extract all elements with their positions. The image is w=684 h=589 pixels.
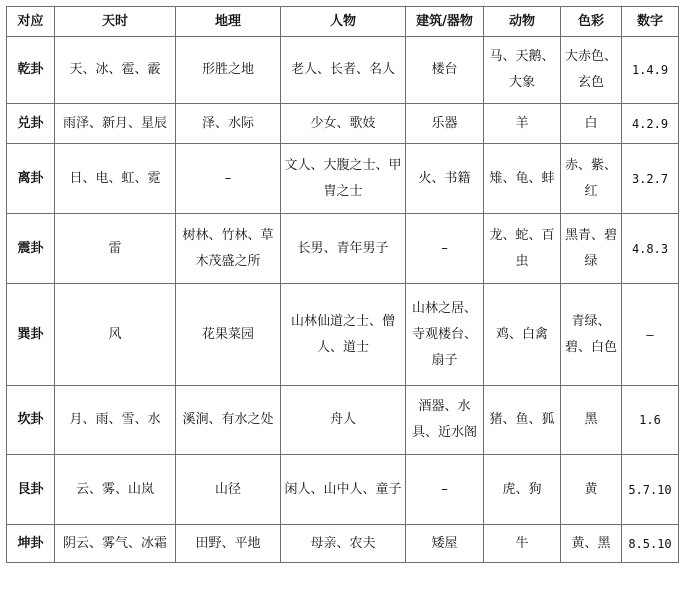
animal-cell: 羊 <box>484 104 561 144</box>
header-cell: 色彩 <box>561 7 622 37</box>
geography-cell: 泽、水际 <box>176 104 281 144</box>
color-cell: 黑 <box>561 386 622 455</box>
number-cell: 4.8.3 <box>622 214 679 284</box>
weather-cell: 阴云、雾气、冰霜 <box>55 525 176 563</box>
animal-cell: 虎、狗 <box>484 455 561 525</box>
trigram-name: 震卦 <box>7 214 55 284</box>
people-cell: 少女、歌妓 <box>281 104 406 144</box>
number-cell: 1.6 <box>622 386 679 455</box>
animal-cell: 马、天鹅、大象 <box>484 37 561 104</box>
table-row <box>7 525 679 563</box>
number-cell: 8.5.10 <box>622 525 679 563</box>
color-cell: 赤、紫、红 <box>561 144 622 214</box>
table-row <box>7 455 679 525</box>
color-cell: 黄、黑 <box>561 525 622 563</box>
color-cell: 黄 <box>561 455 622 525</box>
trigram-name: 巽卦 <box>7 284 55 386</box>
weather-cell: 天、冰、雹、霰 <box>55 37 176 104</box>
building-cell: 乐器 <box>406 104 484 144</box>
people-cell: 母亲、农夫 <box>281 525 406 563</box>
trigram-name: 乾卦 <box>7 37 55 104</box>
trigram-name: 兑卦 <box>7 104 55 144</box>
color-cell: 大赤色、玄色 <box>561 37 622 104</box>
building-cell: 火、书籍 <box>406 144 484 214</box>
header-row <box>7 7 679 37</box>
table-row <box>7 104 679 144</box>
people-cell: 山林仙道之士、僧人、道士 <box>281 284 406 386</box>
table-row <box>7 284 679 386</box>
animal-cell: 牛 <box>484 525 561 563</box>
header-cell: 建筑/器物 <box>406 7 484 37</box>
table-row <box>7 386 679 455</box>
building-cell: – <box>406 214 484 284</box>
geography-cell: 树林、竹林、草木茂盛之所 <box>176 214 281 284</box>
weather-cell: 日、电、虹、霓 <box>55 144 176 214</box>
weather-cell: 云、雾、山岚 <box>55 455 176 525</box>
number-cell: – <box>622 284 679 386</box>
trigram-correspondence-table <box>6 6 679 563</box>
animal-cell: 龙、蛇、百虫 <box>484 214 561 284</box>
number-cell: 4.2.9 <box>622 104 679 144</box>
header-cell: 人物 <box>281 7 406 37</box>
building-cell: 酒器、水具、近水阁 <box>406 386 484 455</box>
trigram-name: 坎卦 <box>7 386 55 455</box>
number-cell: 3.2.7 <box>622 144 679 214</box>
header-cell: 对应 <box>7 7 55 37</box>
weather-cell: 风 <box>55 284 176 386</box>
people-cell: 舟人 <box>281 386 406 455</box>
number-cell: 1.4.9 <box>622 37 679 104</box>
people-cell: 长男、青年男子 <box>281 214 406 284</box>
weather-cell: 雷 <box>55 214 176 284</box>
animal-cell: 雉、龟、蚌 <box>484 144 561 214</box>
building-cell: – <box>406 455 484 525</box>
table-row <box>7 37 679 104</box>
weather-cell: 雨泽、新月、星辰 <box>55 104 176 144</box>
people-cell: 文人、大腹之士、甲胄之士 <box>281 144 406 214</box>
people-cell: 老人、长者、名人 <box>281 37 406 104</box>
table-row <box>7 144 679 214</box>
animal-cell: 鸡、白禽 <box>484 284 561 386</box>
color-cell: 白 <box>561 104 622 144</box>
table-row <box>7 214 679 284</box>
building-cell: 楼台 <box>406 37 484 104</box>
people-cell: 闲人、山中人、童子 <box>281 455 406 525</box>
geography-cell: 山径 <box>176 455 281 525</box>
geography-cell: 田野、平地 <box>176 525 281 563</box>
header-cell: 地理 <box>176 7 281 37</box>
geography-cell: – <box>176 144 281 214</box>
color-cell: 青绿、碧、白色 <box>561 284 622 386</box>
trigram-name: 艮卦 <box>7 455 55 525</box>
geography-cell: 花果菜园 <box>176 284 281 386</box>
header-cell: 动物 <box>484 7 561 37</box>
geography-cell: 溪涧、有水之处 <box>176 386 281 455</box>
trigram-name: 坤卦 <box>7 525 55 563</box>
geography-cell: 形胜之地 <box>176 37 281 104</box>
number-cell: 5.7.10 <box>622 455 679 525</box>
color-cell: 黑青、碧绿 <box>561 214 622 284</box>
building-cell: 山林之居、寺观楼台、扇子 <box>406 284 484 386</box>
header-cell: 数字 <box>622 7 679 37</box>
animal-cell: 猪、鱼、狐 <box>484 386 561 455</box>
building-cell: 矮屋 <box>406 525 484 563</box>
trigram-name: 离卦 <box>7 144 55 214</box>
weather-cell: 月、雨、雪、水 <box>55 386 176 455</box>
header-cell: 天时 <box>55 7 176 37</box>
